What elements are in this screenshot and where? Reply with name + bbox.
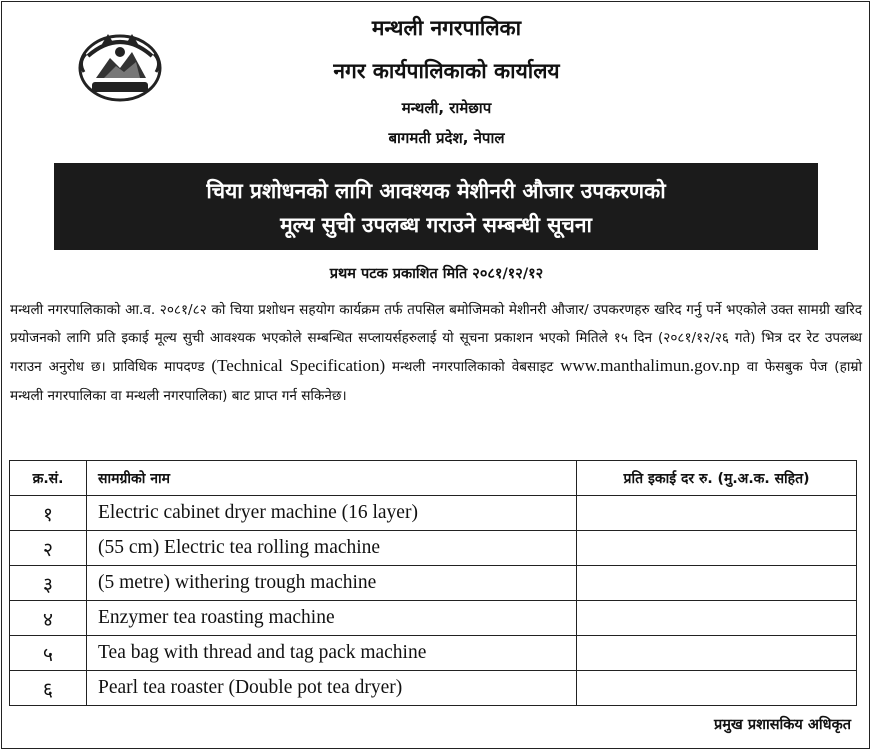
website-link[interactable]: www.manthalimun.gov.np: [560, 356, 740, 376]
row-item-name: (55 cm) Electric tea rolling machine: [87, 531, 577, 566]
notice-title-banner: [54, 163, 818, 250]
row-rate-cell[interactable]: [577, 601, 857, 636]
table-row: [10, 496, 857, 531]
table-row: [10, 671, 857, 706]
signatory: प्रमुख प्रशासकिय अधिकृत: [714, 717, 851, 733]
published-date: प्रथम पटक प्रकाशित मिति २०८१/१२/१२: [329, 266, 544, 282]
row-item-name: Tea bag with thread and tag pack machine: [87, 636, 577, 671]
row-rate-cell[interactable]: [577, 636, 857, 671]
body-part3: वा फेसबुक पेज (हाम्रो मन्थली नगरपालिका वा मन्थली नगरपालिका) बाट प्राप्त गर्न सकिनेछ।: [10, 359, 862, 404]
row-sn: ४: [10, 601, 87, 636]
notice-title-line2: मूल्य सुची उपलब्ध गराउने सम्बन्धी सूचना: [280, 213, 592, 237]
items-table: [9, 460, 857, 706]
row-rate-cell[interactable]: [577, 566, 857, 601]
table-header-row: [10, 461, 857, 496]
row-sn: २: [10, 531, 87, 566]
table-row: [10, 566, 857, 601]
header-name: सामग्रीको नाम: [87, 461, 577, 496]
row-rate-cell[interactable]: [577, 671, 857, 706]
office-province: बागमती प्रदेश, नेपाल: [388, 129, 505, 147]
body-part1: मन्थली नगरपालिकाको आ.व. २०८१/८२ को चिया प्रशोधन सहयोग कार्यक्रम तर्फ तपसिल बमोजिमको मेशीनरी औजार/ उपकरणहरु खरिद गर्नु पर्ने भएकोले उक्त सामग्री खरिद प्रयोजनको लागि प्रति इकाई मूल्य सुची आवश्यक भएकोले सम्बन्धित सप्लायर्सहरुलाई यो सूचना प्रकाशन भएको मितिले १५ दिन (२०८१/१२/२६ गते) भित्र दर रेट उपलब्ध गराउन अनुरोध छ। प्राविधिक मापदण्ड: [10, 302, 862, 376]
body-part2: मन्थली नगरपालिकाको वेबसाइट: [385, 359, 561, 376]
row-item-name: Pearl tea roaster (Double pot tea dryer): [87, 671, 577, 706]
header-rate: प्रति इकाई दर रु. (मु.अ.क. सहित): [577, 461, 857, 496]
row-item-name: Enzymer tea roasting machine: [87, 601, 577, 636]
row-sn: ३: [10, 566, 87, 601]
row-item-name: (5 metre) withering trough machine: [87, 566, 577, 601]
table-row: [10, 601, 857, 636]
row-item-name: Electric cabinet dryer machine (16 layer): [87, 496, 577, 531]
table-row: [10, 636, 857, 671]
header-sn: क्र.सं.: [10, 461, 87, 496]
office-location: मन्थली, रामेछाप: [401, 99, 492, 117]
notice-body: [10, 296, 862, 410]
municipality-name: मन्थली नगरपालिका: [371, 16, 522, 40]
notice-title-line1: चिया प्रशोधनको लागि आवश्यक मेशीनरी औजार उपकरणको: [206, 179, 666, 203]
row-sn: ५: [10, 636, 87, 671]
row-rate-cell[interactable]: [577, 496, 857, 531]
table-row: [10, 531, 857, 566]
technical-spec-text: (Technical Specification): [211, 356, 386, 376]
row-rate-cell[interactable]: [577, 531, 857, 566]
row-sn: ६: [10, 671, 87, 706]
row-sn: १: [10, 496, 87, 531]
office-name: नगर कार्यपालिकाको कार्यालय: [333, 59, 560, 83]
